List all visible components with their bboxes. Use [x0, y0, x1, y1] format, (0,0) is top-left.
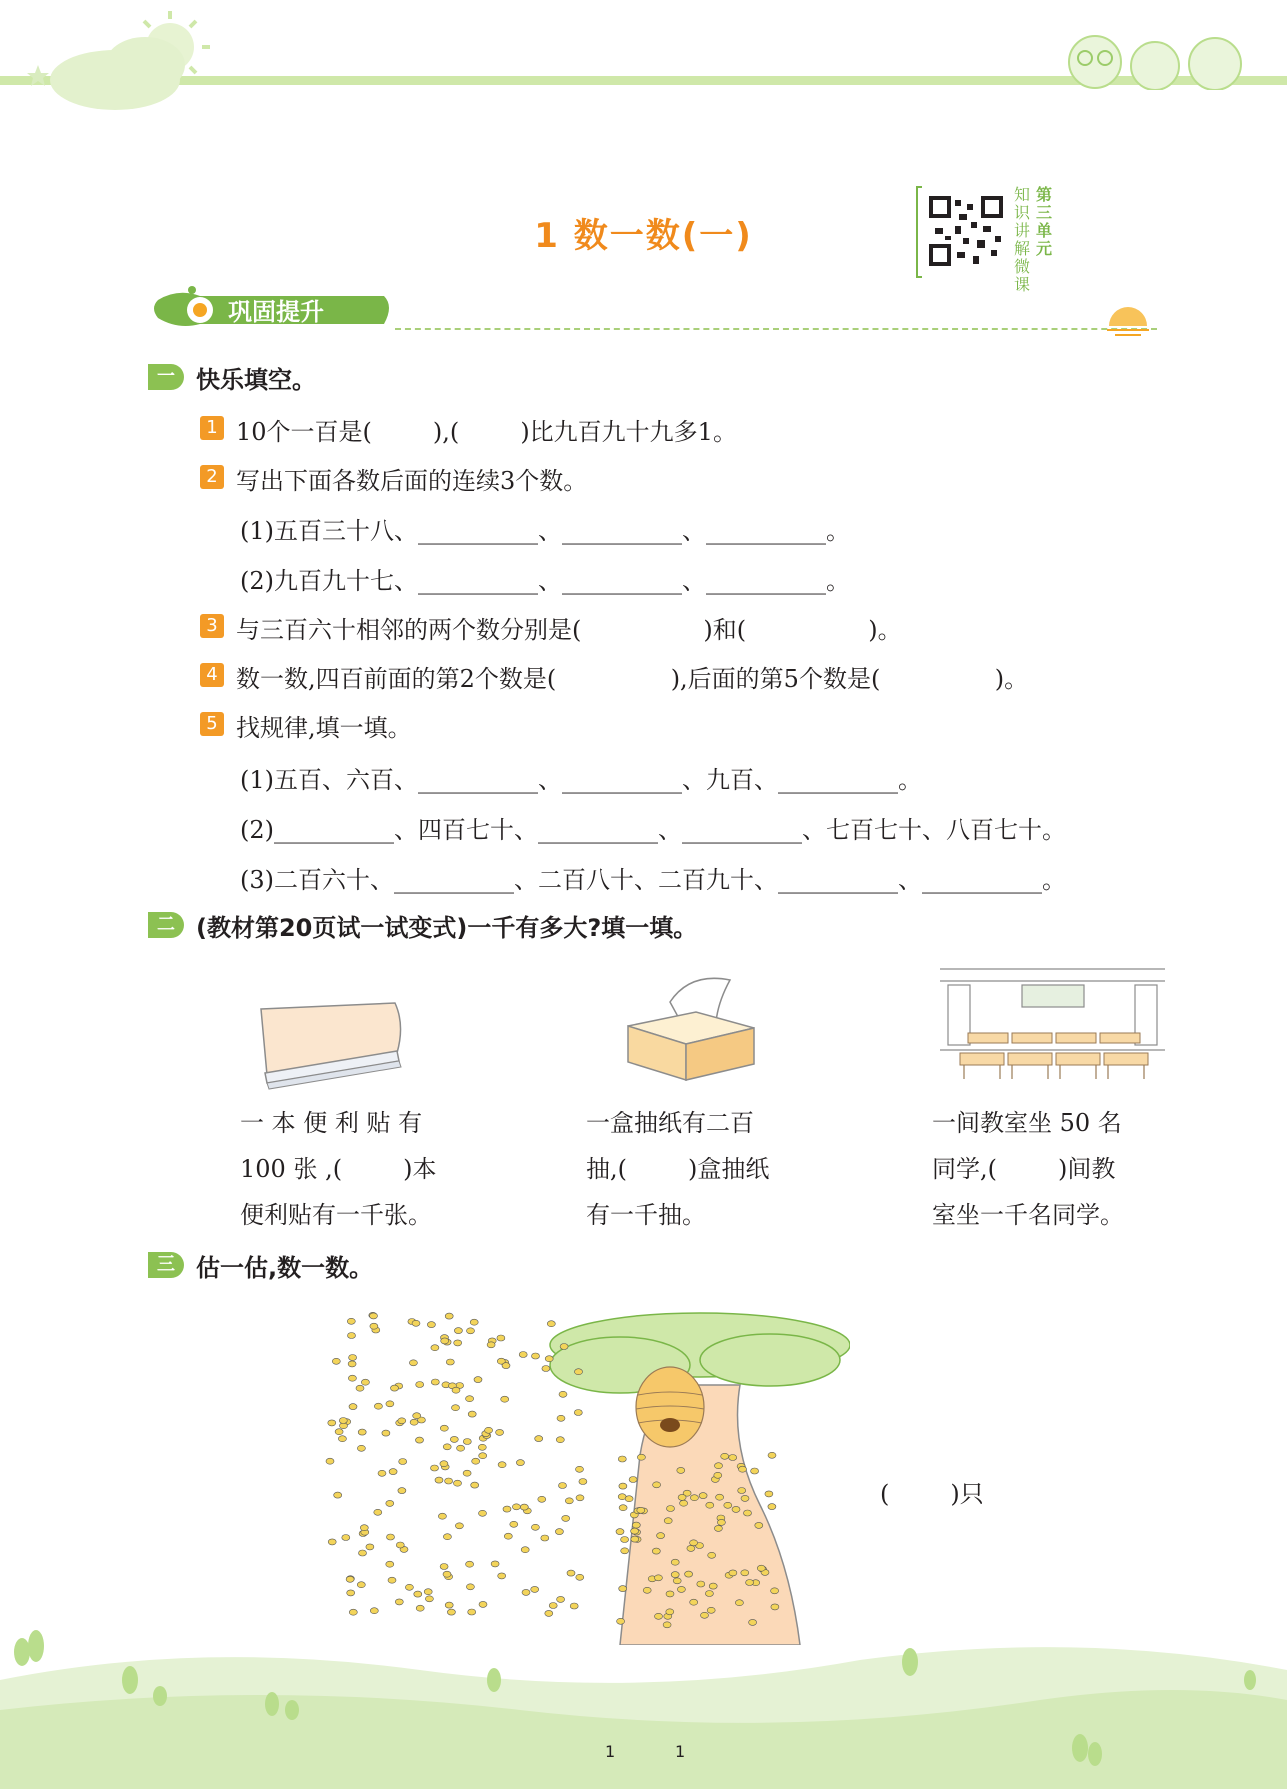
banner-label: 巩固提升 [228, 298, 324, 326]
bee-icon [768, 1504, 776, 1510]
bee-icon [768, 1452, 776, 1458]
bee-icon [556, 1437, 564, 1443]
bee-icon [328, 1539, 336, 1545]
bee-icon [370, 1313, 378, 1319]
bee-icon [746, 1580, 754, 1586]
bee-icon [389, 1469, 397, 1475]
caption-line: 室坐一千名同学。 [932, 1201, 1124, 1229]
bee-icon [714, 1472, 722, 1478]
bee-icon [557, 1415, 565, 1421]
bee-icon [741, 1570, 749, 1576]
bee-icon [559, 1391, 567, 1397]
unit-label: 第三单元 [1035, 185, 1052, 258]
bee-icon [619, 1483, 627, 1489]
bee-icon [521, 1547, 529, 1553]
bee-icon [565, 1498, 573, 1504]
bee-icon [467, 1328, 475, 1334]
bee-icon [487, 1342, 495, 1348]
bee-icon [538, 1496, 546, 1502]
bee-icon [621, 1537, 629, 1543]
bee-icon [388, 1577, 396, 1583]
bee-icon [690, 1540, 698, 1546]
bee-icon [757, 1565, 765, 1571]
bee-icon [454, 1340, 462, 1346]
sun-cloud-icon [20, 5, 210, 115]
bee-icon [443, 1444, 451, 1450]
bee-icon [342, 1535, 350, 1541]
bee-icon [738, 1488, 746, 1494]
bee-icon [398, 1418, 406, 1424]
bee-icon [716, 1494, 724, 1500]
bee-icon [510, 1521, 518, 1527]
bee-icon [440, 1461, 448, 1467]
bee-icon [654, 1575, 662, 1581]
bee-icon [535, 1436, 543, 1442]
bee-icon [637, 1507, 645, 1513]
section-title: (教材第20页试一试变式)一千有多大?填一填。 [196, 914, 698, 942]
bee-icon [666, 1591, 674, 1597]
bee-icon [503, 1506, 511, 1512]
section-title: 快乐填空。 [196, 366, 316, 394]
bee-icon [677, 1586, 685, 1592]
bee-icon [765, 1491, 773, 1497]
bee-icon [714, 1525, 722, 1531]
bee-icon [334, 1492, 342, 1498]
bee-icon [446, 1359, 454, 1365]
bee-icon [629, 1477, 637, 1483]
bee-icon [431, 1465, 439, 1471]
bee-icon [416, 1437, 424, 1443]
bee-icon [457, 1445, 465, 1451]
bee-icon [472, 1458, 480, 1464]
bee-icon [671, 1559, 679, 1565]
bee-icon [545, 1356, 553, 1362]
question-number: 3 [200, 614, 224, 638]
bee-icon [359, 1550, 367, 1556]
bee-icon [479, 1510, 487, 1516]
bee-icon [454, 1480, 462, 1486]
caption-line: 同学,( )间教 [932, 1155, 1116, 1183]
bee-icon [643, 1587, 651, 1593]
bee-icon [485, 1427, 493, 1433]
bee-icon [348, 1333, 356, 1339]
bee-icon [619, 1586, 627, 1592]
bee-icon [413, 1413, 421, 1419]
bee-icon [374, 1403, 382, 1409]
bee-icon [398, 1488, 406, 1494]
bee-icon [386, 1500, 394, 1506]
bee-icon [410, 1419, 418, 1425]
bee-icon [427, 1322, 435, 1328]
sub-question: (2)九百九十七、__________、__________、__________。 [240, 567, 850, 595]
bee-icon [450, 1436, 458, 1442]
caption-line: 便利贴有一千张。 [240, 1201, 432, 1229]
bee-icon [399, 1459, 407, 1465]
caption-line: 一 本 便 利 贴 有 [240, 1109, 423, 1137]
bee-icon [386, 1401, 394, 1407]
question-text: 写出下面各数后面的连续3个数。 [236, 467, 588, 495]
bee-icon [328, 1420, 336, 1426]
bee-icon [479, 1453, 487, 1459]
bee-icon [559, 1483, 567, 1489]
bee-icon [531, 1586, 539, 1592]
bee-icon [541, 1535, 549, 1541]
bee-icon [349, 1355, 357, 1361]
section-title: 估一估,数一数。 [196, 1254, 374, 1282]
bee-icon [705, 1591, 713, 1597]
bee-icon [741, 1495, 749, 1501]
page-number-right: 1 [675, 1742, 686, 1761]
bees-tree-illustration [320, 1305, 850, 1645]
sub-question: (2)__________、四百七十、__________、__________、七百七十、八百七十。 [240, 816, 1066, 844]
bee-icon [755, 1522, 763, 1528]
bee-icon [478, 1444, 486, 1450]
bee-icon [667, 1506, 675, 1512]
bee-icon [497, 1335, 505, 1341]
bee-icon [729, 1455, 737, 1461]
bee-icon [361, 1379, 369, 1385]
bee-icon [631, 1536, 639, 1542]
caption-line: 一间教室坐 50 名 [932, 1109, 1122, 1137]
bee-icon [717, 1519, 725, 1525]
bee-icon [771, 1588, 779, 1594]
question-number: 2 [200, 465, 224, 489]
bee-icon [414, 1591, 422, 1597]
bee-icon [360, 1525, 368, 1531]
bee-icon [744, 1510, 752, 1516]
bee-icon [531, 1524, 539, 1530]
sunset-icon [1105, 302, 1151, 338]
bee-icon [441, 1338, 449, 1344]
bee-icon [637, 1454, 645, 1460]
bee-icon [618, 1456, 626, 1462]
bee-icon [332, 1358, 340, 1364]
bee-icon [751, 1468, 759, 1474]
bee-icon [491, 1561, 499, 1567]
bee-icon [471, 1482, 479, 1488]
bee-icon [412, 1320, 420, 1326]
bee-icon [575, 1369, 583, 1375]
bee-icon [739, 1466, 747, 1472]
bee-icon [706, 1502, 714, 1508]
bee-icon [424, 1589, 432, 1595]
sub-question: (3)二百六十、__________、二百八十、二百九十、__________、__________。 [240, 866, 1066, 894]
bee-icon [732, 1506, 740, 1512]
bee-icon [466, 1584, 474, 1590]
bee-icon [366, 1544, 374, 1550]
bee-icon [438, 1513, 446, 1519]
bee-icon [687, 1545, 695, 1551]
sub-question: (1)五百、六百、__________、__________、九百、__________。 [240, 766, 922, 794]
bee-icon [387, 1534, 395, 1540]
bee-icon [347, 1318, 355, 1324]
section-badge: 二 [148, 912, 184, 938]
tissue-box-illustration [620, 972, 760, 1092]
caption-line: 抽,( )盒抽纸 [586, 1155, 770, 1183]
bee-icon [576, 1574, 584, 1580]
qr-code-icon[interactable] [925, 192, 1007, 270]
bee-icon [463, 1470, 471, 1476]
bee-icon [619, 1505, 627, 1511]
bee-icon [567, 1570, 575, 1576]
bee-icon [435, 1477, 443, 1483]
bee-icon [697, 1581, 705, 1587]
bee-icon [431, 1379, 439, 1385]
bee-icon [431, 1345, 439, 1351]
page-number-left: 1 [605, 1742, 616, 1761]
bee-icon [358, 1429, 366, 1435]
bee-icon [653, 1482, 661, 1488]
bee-icon [440, 1564, 448, 1570]
bee-icon [396, 1542, 404, 1548]
bee-icon [520, 1504, 528, 1510]
bee-icon [416, 1382, 424, 1388]
bee-icon [498, 1573, 506, 1579]
bee-icon [370, 1323, 378, 1329]
bee-icon [454, 1328, 462, 1334]
bee-icon [512, 1504, 520, 1510]
caption-line: 有一千抽。 [586, 1201, 706, 1229]
bee-icon [391, 1385, 399, 1391]
bee-icon [685, 1571, 693, 1577]
bee-icon [657, 1533, 665, 1539]
bee-icon [347, 1590, 355, 1596]
bee-icon [522, 1589, 530, 1595]
landscape-footer [0, 1600, 1287, 1789]
bee-icon [470, 1319, 478, 1325]
bee-icon [382, 1430, 390, 1436]
bee-icon [576, 1466, 584, 1472]
bee-icon [542, 1366, 550, 1372]
bee-icon [516, 1460, 524, 1466]
question-number: 1 [200, 416, 224, 440]
question-text: 10个一百是( ),( )比九百九十九多1。 [236, 418, 737, 446]
bee-icon [579, 1479, 587, 1485]
bee-icon [632, 1522, 640, 1528]
bee-icon [574, 1410, 582, 1416]
bee-icon [356, 1385, 364, 1391]
bee-icon [348, 1375, 356, 1381]
bee-icon [690, 1495, 698, 1501]
bee-icon [671, 1572, 679, 1578]
bee-icon [466, 1396, 474, 1402]
bee-icon [348, 1361, 356, 1367]
classroom-illustration [940, 955, 1165, 1087]
section-badge: 一 [148, 364, 184, 390]
question-number: 5 [200, 712, 224, 736]
bee-icon [468, 1411, 476, 1417]
bee-icon [405, 1584, 413, 1590]
bee-icon [452, 1387, 460, 1393]
bee-icon [466, 1561, 474, 1567]
bee-icon [346, 1576, 354, 1582]
bee-icon [474, 1377, 482, 1383]
bee-icon [496, 1429, 504, 1435]
question-text: 找规律,填一填。 [236, 714, 412, 742]
bee-icon [349, 1404, 357, 1410]
bee-icon [562, 1515, 570, 1521]
bee-icon [680, 1500, 688, 1506]
page-title: 1 数一数(一) [534, 216, 753, 256]
bee-icon [715, 1463, 723, 1469]
bee-icon [560, 1344, 568, 1350]
bee-icon [708, 1552, 716, 1558]
answer-blank: ( )只 [880, 1480, 984, 1508]
sub-question: (1)五百三十八、__________、__________、__________。 [240, 517, 850, 545]
bee-icon [339, 1418, 347, 1424]
bee-icon [335, 1429, 343, 1435]
bee-icon [678, 1494, 686, 1500]
bee-icon [532, 1353, 540, 1359]
bee-icon [677, 1467, 685, 1473]
bee-icon [357, 1582, 365, 1588]
question-text: 数一数,四百前面的第2个数是( ),后面的第5个数是( )。 [236, 665, 1029, 693]
bee-icon [455, 1523, 463, 1529]
bee-icon [616, 1529, 624, 1535]
bee-icon [502, 1363, 510, 1369]
bee-icon [664, 1518, 672, 1524]
banner-divider [395, 328, 1157, 330]
bee-icon [326, 1458, 334, 1464]
sticky-notes-illustration [255, 995, 405, 1095]
question-text: 与三百六十相邻的两个数分别是( )和( )。 [236, 616, 902, 644]
bee-icon [547, 1321, 555, 1327]
bee-icon [501, 1396, 509, 1402]
bee-icon [621, 1548, 629, 1554]
bee-icon [724, 1502, 732, 1508]
bee-icon [652, 1548, 660, 1554]
bee-icon [452, 1405, 460, 1411]
bee-icon [699, 1493, 707, 1499]
qr-frame-left [916, 186, 922, 278]
bee-icon [498, 1462, 506, 1468]
bee-icon [445, 1478, 453, 1484]
bee-icon [357, 1445, 365, 1451]
caption-line: 一盒抽纸有二百 [586, 1109, 754, 1137]
animal-faces-icon [1055, 20, 1255, 90]
bee-icon [631, 1528, 639, 1534]
bee-icon [625, 1496, 633, 1502]
bee-icon [673, 1578, 681, 1584]
question-number: 4 [200, 663, 224, 687]
bee-icon [443, 1534, 451, 1540]
bee-icon [386, 1561, 394, 1567]
bee-icon [445, 1313, 453, 1319]
section-badge: 三 [148, 1252, 184, 1278]
bee-icon [721, 1453, 729, 1459]
bee-icon [409, 1360, 417, 1366]
bee-icon [338, 1436, 346, 1442]
caption-line: 100 张 ,( )本 [240, 1155, 437, 1183]
bee-icon [555, 1529, 563, 1535]
unit-label-sub: 知识讲解微课 [1013, 185, 1030, 294]
bee-icon [576, 1495, 584, 1501]
bee-icon [729, 1570, 737, 1576]
bee-icon [378, 1470, 386, 1476]
bee-icon [440, 1425, 448, 1431]
bee-icon [709, 1583, 717, 1589]
bee-icon [504, 1533, 512, 1539]
bee-icon [374, 1509, 382, 1515]
bee-icon [519, 1352, 527, 1358]
bee-icon [463, 1439, 471, 1445]
bee-icon [443, 1571, 451, 1577]
